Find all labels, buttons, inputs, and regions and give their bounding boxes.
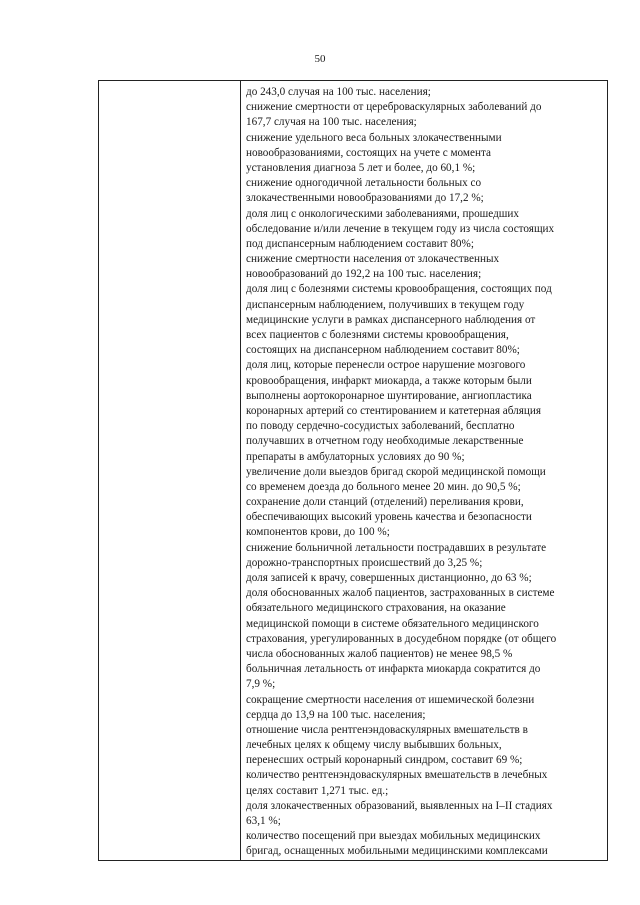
text-line: дорожно-транспортных происшествий до 3,25 %; xyxy=(246,556,483,569)
page-number: 50 xyxy=(314,53,326,65)
table-cell-right xyxy=(241,81,608,861)
text-line: 7,9 %; xyxy=(246,678,276,691)
text-line: числа обоснованных жалоб пациентов) не менее 98,5 % xyxy=(246,647,513,660)
text-line: установления диагноза 5 лет и более, до 60,1 %; xyxy=(246,161,476,174)
text-line: диспансерным наблюдением, получивших в текущем году xyxy=(246,298,525,311)
text-line: коронарных артерий со стентированием и катетерная абляция xyxy=(246,404,542,417)
table-row xyxy=(99,81,608,861)
text-line: новообразований до 192,2 на 100 тыс. населения; xyxy=(246,268,482,281)
text-line: количество рентгенэндоваскулярных вмешательств в лечебных xyxy=(246,769,548,782)
text-line: снижение одногодичной летальности больных со xyxy=(246,177,482,190)
text-line: доля лиц с болезнями системы кровообращения, состоящих под xyxy=(246,283,552,296)
text-line: бригад, оснащенных мобильными медицинскими комплексами xyxy=(246,845,548,858)
text-line: снижение смертности от цереброваскулярных заболеваний до xyxy=(246,101,542,114)
text-line: всех пациентов с болезнями системы кровообращения, xyxy=(246,329,509,341)
text-line: доля обоснованных жалоб пациентов, застрахованных в системе xyxy=(246,587,555,600)
text-line: злокачественными новообразованиями до 17,2 %; xyxy=(246,192,484,205)
text-line: до 243,0 случая на 100 тыс. населения; xyxy=(246,86,431,98)
text-line: кровообращения, инфаркт миокарда, а также которым были xyxy=(246,374,532,387)
text-line: получавших в отчетном году необходимые лекарственные xyxy=(246,435,524,448)
text-line: новообразованиями, состоящих на учете с момента xyxy=(246,146,491,159)
text-line: со временем доезда до больного менее 20 мин. до 90,5 %; xyxy=(246,480,521,493)
text-line: лечебных целях к общему числу выбывших больных, xyxy=(246,739,502,752)
text-line: сердца до 13,9 на 100 тыс. населения; xyxy=(246,708,426,721)
text-line: снижение смертности населения от злокачественных xyxy=(246,253,500,266)
text-line: снижение удельного веса больных злокачественными xyxy=(246,131,502,144)
text-line: количество посещений при выездах мобильных медицинских xyxy=(246,830,541,843)
text-line: 63,1 %; xyxy=(246,815,281,827)
text-line: сохранение доли станций (отделений) переливания крови, xyxy=(246,496,524,509)
text-line: компонентов крови, до 100 %; xyxy=(246,526,390,539)
text-line: целях составит 1,271 тыс. ед.; xyxy=(246,784,389,797)
text-line: отношение числа рентгенэндоваскулярных вмешательств в xyxy=(246,723,528,736)
text-line: сокращение смертности населения от ишемической болезни xyxy=(246,693,535,706)
text-line: под диспансерным наблюдением составит 80%; xyxy=(246,237,474,250)
text-line: 167,7 случая на 100 тыс. населения; xyxy=(246,116,417,129)
text-line: доля злокачественных образований, выявленных на I–II стадиях xyxy=(246,799,553,812)
text-line: по поводу сердечно-сосудистых заболеваний, бесплатно xyxy=(246,420,515,433)
text-line: выполнены аортокоронарное шунтирование, ангиопластика xyxy=(246,389,532,402)
text-line: обеспечивающих высокий уровень качества и безопасности xyxy=(246,511,532,524)
text-line: доля лиц с онкологическими заболеваниями, прошедших xyxy=(246,207,519,220)
text-block xyxy=(246,85,603,860)
text-line: препараты в амбулаторных условиях до 90 %; xyxy=(246,450,465,463)
text-line: обязательного медицинского страхования, на оказание xyxy=(246,602,506,615)
text-line: доля лиц, которые перенесли острое нарушение мозгового xyxy=(246,359,526,372)
text-line: доля записей к врачу, совершенных дистанционно, до 63 %; xyxy=(246,572,532,584)
text-line: больничная летальность от инфаркта миокарда сократится до xyxy=(246,663,541,676)
text-line: снижение больничной летальности пострадавших в результате xyxy=(246,541,547,554)
text-line: перенесших острый коронарный синдром, составит 69 %; xyxy=(246,754,523,767)
text-line: обследование и/или лечение в текущем году из числа состоящих xyxy=(246,222,555,235)
document-table xyxy=(98,80,608,861)
text-line: страхования, урегулированных в досудебном порядке (от общего xyxy=(246,632,557,645)
text-line: медицинские услуги в рамках диспансерного наблюдения от xyxy=(246,313,536,326)
table-cell-left xyxy=(99,81,241,861)
text-line: медицинской помощи в системе обязательного медицинского xyxy=(246,617,539,630)
text-line: увеличение доли выездов бригад скорой медицинской помощи xyxy=(246,465,546,478)
text-line: состоящих на диспансерном наблюдением составит 80%; xyxy=(246,344,520,357)
